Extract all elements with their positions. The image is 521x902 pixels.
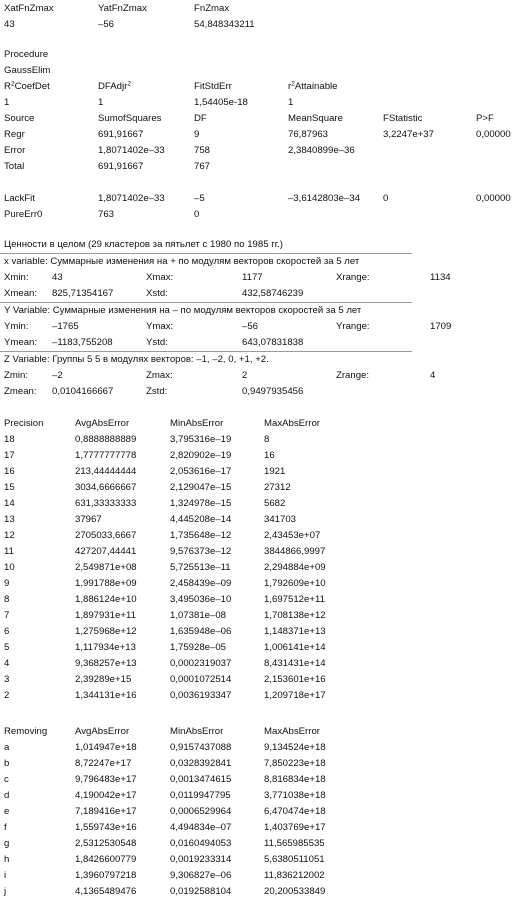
anova-header-cell-3: MeanSquare xyxy=(288,113,343,124)
precision-cell-3: 341703 xyxy=(264,514,297,525)
precision-cell-1: 1,886124e+10 xyxy=(75,594,137,605)
procedure-label: Procedure xyxy=(4,49,49,60)
precision-cell-2: 2,053616e–17 xyxy=(170,466,232,477)
precision-cell-1: 1,991788e+09 xyxy=(75,578,137,589)
z-range-cell-4: Zrange: xyxy=(336,370,370,381)
precision-cell-1: 37967 xyxy=(75,514,102,525)
anova-row xyxy=(0,127,521,143)
yatfnzmax-label: YatFnZmax xyxy=(98,3,147,14)
precision-cell-3: 8 xyxy=(264,434,270,445)
anova-row xyxy=(0,159,521,175)
x-range-cell-0: Xmin: xyxy=(4,272,29,283)
removing-cell-0: d xyxy=(4,790,10,801)
anova-cell-1: 691,91667 xyxy=(98,129,144,140)
removing-cell-3: 7,850223e+18 xyxy=(264,758,326,769)
r2-coefdet-label: $R^2CoefDet$ xyxy=(4,80,50,92)
z-stats-cell-2: Zstd: xyxy=(146,386,168,397)
z-range-cell-1: –2 xyxy=(52,370,63,381)
precision-cell-1: 213,44444444 xyxy=(75,466,137,477)
y-stats-cell-2: Ystd: xyxy=(146,337,168,348)
precision-cell-3: 27312 xyxy=(264,482,291,493)
x-range-cell-4: Xrange: xyxy=(336,272,370,283)
dfadj-value: 1 xyxy=(98,97,104,108)
anova-cell-2: 9 xyxy=(194,129,200,140)
anova-lack-cell-4: 0 xyxy=(383,193,389,204)
y-range-cell-1: –1765 xyxy=(52,321,79,332)
precision-cell-2: 2,458439e–09 xyxy=(170,578,232,589)
anova-header-cell-5: P>F xyxy=(476,113,494,124)
precision-cell-0: 14 xyxy=(4,498,15,509)
anova-lack-row xyxy=(0,207,521,223)
removing-row xyxy=(0,804,521,820)
precision-row xyxy=(0,608,521,624)
precision-cell-0: 17 xyxy=(4,450,15,461)
fnzmax-value-row xyxy=(0,17,521,33)
precision-cell-3: 1,148371e+13 xyxy=(264,626,326,637)
anova-cell-0: Error xyxy=(4,145,26,156)
precision-row xyxy=(0,688,521,704)
anova-header-cell-4: FStatistic xyxy=(383,113,423,124)
removing-cell-1: 1,8426600779 xyxy=(75,854,137,865)
fit-header-row xyxy=(0,79,521,95)
anova-lack-cell-5: 0,00000 xyxy=(476,193,511,204)
precision-row xyxy=(0,560,521,576)
precision-cell-2: 4,445208e–14 xyxy=(170,514,232,525)
anova-cell-4: 3,2247e+37 xyxy=(383,129,434,140)
precision-cell-1: 1,275968e+12 xyxy=(75,626,137,637)
precision-cell-2: 2,129047e–15 xyxy=(170,482,232,493)
removing-cell-0: i xyxy=(4,870,7,881)
precision-cell-2: 1,324978e–15 xyxy=(170,498,232,509)
precision-cell-1: 631,33333333 xyxy=(75,498,137,509)
precision-cell-1: 1,344131e+16 xyxy=(75,690,137,701)
z-range-cell-2: Zmax: xyxy=(146,370,173,381)
removing-row xyxy=(0,852,521,868)
removing-cell-2: 0,9157437088 xyxy=(170,742,232,753)
precision-cell-3: 8,431431e+14 xyxy=(264,658,326,669)
yatfnzmax-value: –56 xyxy=(98,19,115,30)
removing-cell-0: g xyxy=(4,838,10,849)
x-stats-cell-2: Xstd: xyxy=(146,288,168,299)
dfadj-label: DFAdjr$^2$ xyxy=(98,80,131,92)
precision-cell-0: 10 xyxy=(4,562,15,573)
removing-cell-3: 1,403769e+17 xyxy=(264,822,326,833)
removing-row xyxy=(0,820,521,836)
precision-cell-2: 2,820902e–19 xyxy=(170,450,232,461)
removing-cell-3: 9,134524e+18 xyxy=(264,742,326,753)
precision-cell-0: 6 xyxy=(4,626,10,637)
removing-cell-1: 8,72247e+17 xyxy=(75,758,132,769)
removing-cell-2: 0,0013474615 xyxy=(170,774,232,785)
removing-header-cell-1: AvgAbsError xyxy=(75,726,130,737)
precision-cell-1: 427207,44441 xyxy=(75,546,137,557)
precision-cell-1: 2705033,6667 xyxy=(75,530,137,541)
fitstderr-label: FitStdErr xyxy=(194,81,232,92)
removing-cell-1: 1,3960797218 xyxy=(75,870,137,881)
precision-cell-0: 3 xyxy=(4,674,10,685)
precision-cell-1: 1,117934e+13 xyxy=(75,642,136,653)
precision-cell-0: 11 xyxy=(4,546,14,557)
precision-cell-3: 1,697512e+11 xyxy=(264,594,325,605)
precision-row xyxy=(0,624,521,640)
anova-cell-0: Regr xyxy=(4,129,25,140)
precision-cell-0: 12 xyxy=(4,530,15,541)
precision-cell-1: 2,549871e+08 xyxy=(75,562,137,573)
precision-cell-1: 2,39289e+15 xyxy=(75,674,132,685)
r2-attainable-value: 1 xyxy=(288,97,294,108)
y-range-cell-2: Ymax: xyxy=(146,321,174,332)
anova-lack-cell-1: 763 xyxy=(98,209,115,220)
precision-cell-1: 1,7777777778 xyxy=(75,450,137,461)
precision-cell-2: 1,07381e–08 xyxy=(170,610,227,621)
precision-cell-2: 3,495036e–10 xyxy=(170,594,232,605)
precision-cell-2: 1,75928e–05 xyxy=(170,642,227,653)
removing-header-cell-2: MinAbsError xyxy=(170,726,224,737)
x-stats-cell-3: 432,58746239 xyxy=(242,288,304,299)
anova-lack-cell-0: PureErr0 xyxy=(4,209,43,220)
removing-header-cell-0: Removing xyxy=(4,726,48,737)
removing-cell-3: 3,771038e+18 xyxy=(264,790,326,801)
fitstderr-value: 1,54405e-18 xyxy=(194,97,248,108)
precision-cell-0: 2 xyxy=(4,690,10,701)
precision-cell-0: 8 xyxy=(4,594,10,605)
precision-row xyxy=(0,656,521,672)
removing-row xyxy=(0,756,521,772)
removing-cell-1: 2,5312530548 xyxy=(75,838,137,849)
precision-cell-3: 2,294884e+09 xyxy=(264,562,326,573)
precision-cell-0: 9 xyxy=(4,578,10,589)
removing-row xyxy=(0,884,521,900)
precision-cell-0: 15 xyxy=(4,482,15,493)
z-variable-title: Z Variable: Группы 5 5 в модулях векторов: –1, –2, 0, +1, +2. xyxy=(4,354,269,365)
removing-header-row xyxy=(0,724,521,740)
removing-cell-2: 0,0192588104 xyxy=(170,886,232,897)
precision-row xyxy=(0,672,521,688)
removing-cell-3: 11,836212002 xyxy=(264,870,325,881)
precision-cell-3: 1921 xyxy=(264,466,286,477)
precision-cell-1: 0,8888888889 xyxy=(75,434,137,445)
precision-row xyxy=(0,448,521,464)
removing-cell-3: 8,816834e+18 xyxy=(264,774,326,785)
precision-cell-3: 16 xyxy=(264,450,275,461)
precision-cell-0: 4 xyxy=(4,658,10,669)
removing-row xyxy=(0,868,521,884)
removing-cell-2: 9,306827e–06 xyxy=(170,870,232,881)
precision-cell-2: 0,0001072514 xyxy=(170,674,232,685)
x-range-cell-1: 43 xyxy=(52,272,63,283)
precision-cell-2: 0,0036193347 xyxy=(170,690,232,701)
precision-header-cell-3: MaxAbsError xyxy=(264,418,320,429)
removing-row xyxy=(0,788,521,804)
removing-cell-1: 7,189416e+17 xyxy=(75,806,137,817)
anova-row xyxy=(0,143,521,159)
precision-row xyxy=(0,512,521,528)
r2-coefdet-value: 1 xyxy=(4,97,10,108)
anova-cell-1: 1,8071402e–33 xyxy=(98,145,165,156)
precision-cell-1: 1,897931e+11 xyxy=(75,610,136,621)
precision-cell-3: 1,006141e+14 xyxy=(264,642,326,653)
removing-cell-2: 0,0019233314 xyxy=(170,854,232,865)
anova-cell-3: 2,3840899e–36 xyxy=(288,145,355,156)
anova-lack-cell-2: 0 xyxy=(194,209,200,220)
precision-header-cell-1: AvgAbsError xyxy=(75,418,130,429)
precision-cell-0: 13 xyxy=(4,514,15,525)
z-stats-row xyxy=(0,384,521,400)
y-range-cell-5: 1709 xyxy=(430,321,452,332)
x-stats-cell-0: Xmean: xyxy=(4,288,38,299)
precision-row xyxy=(0,576,521,592)
z-stats-cell-0: Zmean: xyxy=(4,386,37,397)
x-stats-cell-1: 825,71354167 xyxy=(52,288,114,299)
removing-cell-0: f xyxy=(4,822,7,833)
anova-cell-1: 691,91667 xyxy=(98,161,144,172)
precision-row xyxy=(0,640,521,656)
precision-row xyxy=(0,544,521,560)
removing-cell-2: 0,0119947795 xyxy=(170,790,231,801)
z-range-cell-3: 2 xyxy=(242,370,248,381)
precision-row xyxy=(0,496,521,512)
anova-lack-cell-3: –3,6142803e–34 xyxy=(288,193,361,204)
fnzmax-value: 54,848343211 xyxy=(194,19,255,30)
anova-lack-cell-1: 1,8071402e–33 xyxy=(98,193,165,204)
precision-cell-3: 2,43453e+07 xyxy=(264,530,321,541)
precision-cell-3: 1,209718e+17 xyxy=(264,690,326,701)
z-stats-cell-3: 0,9497935456 xyxy=(242,386,304,397)
removing-cell-3: 6,470474e+18 xyxy=(264,806,326,817)
anova-header-row xyxy=(0,111,521,127)
removing-header-cell-3: MaxAbsError xyxy=(264,726,320,737)
procedure-name: GaussElim xyxy=(4,65,51,76)
removing-cell-1: 9,796483e+17 xyxy=(75,774,137,785)
precision-cell-0: 18 xyxy=(4,434,15,445)
x-range-cell-3: 1177 xyxy=(242,272,263,283)
removing-row xyxy=(0,772,521,788)
precision-cell-0: 5 xyxy=(4,642,10,653)
z-range-cell-5: 4 xyxy=(430,370,436,381)
precision-cell-3: 1,792609e+10 xyxy=(264,578,326,589)
x-variable-title: x variable: Суммарные изменения на + по модулям векторов скоростей за 5 лет xyxy=(4,256,360,267)
removing-cell-1: 1,559743e+16 xyxy=(75,822,137,833)
anova-header-cell-1: SumofSquares xyxy=(98,113,162,124)
anova-lack-row xyxy=(0,191,521,207)
y-stats-row xyxy=(0,335,521,351)
y-range-cell-0: Ymin: xyxy=(4,321,29,332)
precision-header-row xyxy=(0,416,521,432)
removing-cell-1: 1,014947e+18 xyxy=(75,742,137,753)
anova-lack-cell-0: LackFit xyxy=(4,193,35,204)
precision-cell-2: 1,635948e–06 xyxy=(170,626,232,637)
y-range-row xyxy=(0,319,521,335)
anova-cell-0: Total xyxy=(4,161,25,172)
removing-cell-2: 4,494834e–07 xyxy=(170,822,232,833)
removing-cell-2: 0,0006529964 xyxy=(170,806,232,817)
removing-cell-0: a xyxy=(4,742,10,753)
removing-cell-1: 4,190042e+17 xyxy=(75,790,137,801)
removing-cell-1: 4,1365489476 xyxy=(75,886,137,897)
precision-cell-3: 5682 xyxy=(264,498,286,509)
z-range-row xyxy=(0,368,521,384)
x-range-row xyxy=(0,270,521,286)
removing-cell-0: j xyxy=(4,886,7,897)
precision-cell-3: 1,708138e+12 xyxy=(264,610,326,621)
y-range-cell-3: –56 xyxy=(242,321,259,332)
anova-cell-3: 76,87963 xyxy=(288,129,329,140)
summary-title: Ценности в целом (29 кластеров за пятьлет с 1980 по 1985 гг.) xyxy=(4,239,283,250)
precision-cell-2: 1,735648e–12 xyxy=(170,530,232,541)
x-stats-row xyxy=(0,286,521,302)
z-stats-cell-1: 0,0104166667 xyxy=(52,386,114,397)
x-range-cell-2: Xmax: xyxy=(146,272,174,283)
removing-cell-0: h xyxy=(4,854,10,865)
removing-cell-0: e xyxy=(4,806,10,817)
removing-cell-0: b xyxy=(4,758,10,769)
precision-cell-2: 5,725513e–11 xyxy=(170,562,231,573)
precision-row xyxy=(0,528,521,544)
r2-attainable-label: $r^2Attainable$ xyxy=(288,80,338,92)
y-stats-cell-3: 643,07831838 xyxy=(242,337,304,348)
anova-cell-5: 0,00000 xyxy=(476,129,511,140)
precision-cell-2: 3,795316e–19 xyxy=(170,434,232,445)
y-range-cell-4: Yrange: xyxy=(336,321,370,332)
anova-cell-2: 758 xyxy=(194,145,211,156)
precision-header-cell-0: Precision xyxy=(4,418,44,429)
z-range-cell-0: Zmin: xyxy=(4,370,28,381)
precision-header-cell-2: MinAbsError xyxy=(170,418,224,429)
removing-cell-2: 0,0328392841 xyxy=(170,758,232,769)
precision-row xyxy=(0,432,521,448)
removing-row xyxy=(0,740,521,756)
removing-cell-3: 20,200533849 xyxy=(264,886,326,897)
y-variable-title: Y Variable: Суммарные изменения на – по модулям векторов скоростей за 5 лет xyxy=(4,305,362,316)
removing-cell-3: 5,6380511051 xyxy=(264,854,325,865)
xatfnzmax-label: XatFnZmax xyxy=(4,3,54,14)
removing-cell-2: 0,0160494053 xyxy=(170,838,232,849)
precision-cell-2: 9,576373e–12 xyxy=(170,546,232,557)
precision-cell-0: 7 xyxy=(4,610,10,621)
precision-cell-1: 9,368257e+13 xyxy=(75,658,137,669)
anova-header-cell-2: DF xyxy=(194,113,207,124)
precision-cell-3: 3844866,9997 xyxy=(264,546,326,557)
anova-header-cell-0: Source xyxy=(4,113,35,124)
precision-row xyxy=(0,592,521,608)
removing-cell-0: c xyxy=(4,774,9,785)
anova-cell-2: 767 xyxy=(194,161,211,172)
x-range-cell-5: 1134 xyxy=(430,272,451,283)
removing-row xyxy=(0,836,521,852)
y-stats-cell-1: –1183,755208 xyxy=(52,337,113,348)
precision-cell-2: 0,0002319037 xyxy=(170,658,232,669)
precision-cell-0: 16 xyxy=(4,466,15,477)
precision-cell-1: 3034,6666667 xyxy=(75,482,137,493)
anova-lack-cell-2: –5 xyxy=(194,193,205,204)
fnzmax-header-row xyxy=(0,1,521,17)
fit-value-row xyxy=(0,95,521,111)
fnzmax-label: FnZmax xyxy=(194,3,230,14)
y-stats-cell-0: Ymean: xyxy=(4,337,38,348)
precision-cell-3: 2,153601e+16 xyxy=(264,674,326,685)
xatfnzmax-value: 43 xyxy=(4,19,15,30)
precision-row xyxy=(0,464,521,480)
precision-row xyxy=(0,480,521,496)
removing-cell-3: 11,565985535 xyxy=(264,838,325,849)
